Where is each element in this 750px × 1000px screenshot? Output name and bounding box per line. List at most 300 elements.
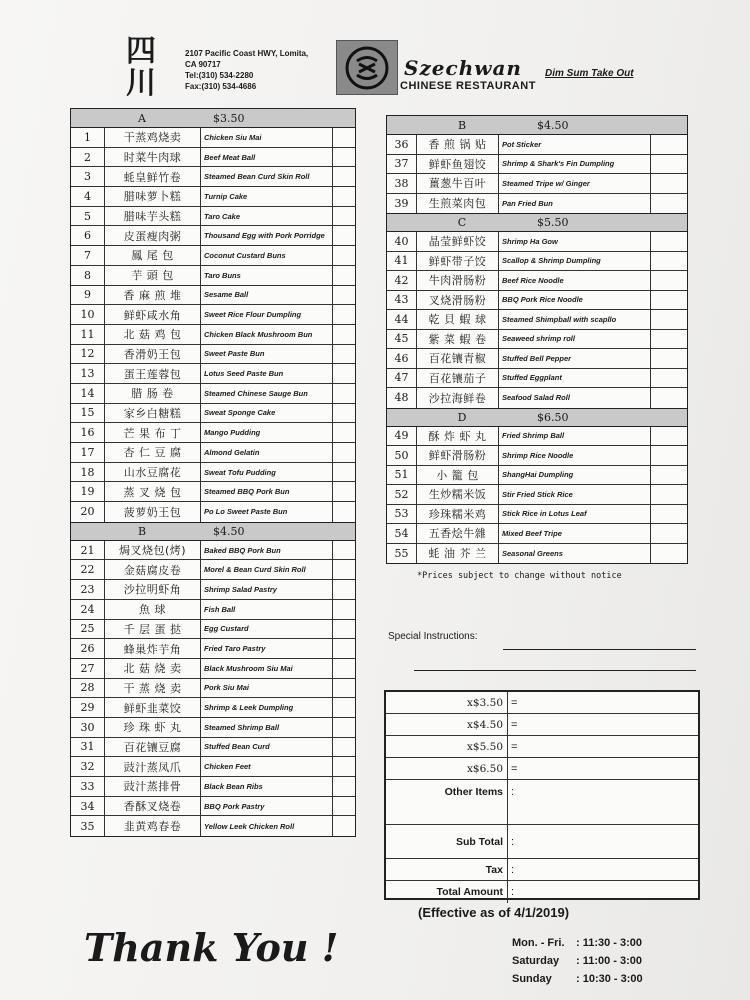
item-english-name: Scallop & Shrimp Dumpling: [499, 252, 651, 271]
item-number: 34: [71, 797, 105, 816]
section-letter: C: [457, 216, 467, 229]
totals-row: [386, 881, 698, 903]
item-number: 38: [387, 174, 417, 193]
menu-item-row: [387, 271, 687, 291]
item-chinese-name: 芒 果 布 丁: [105, 423, 201, 442]
item-english-name: Steamed Tripe w/ Ginger: [499, 174, 651, 193]
item-english-name: Fish Ball: [201, 600, 333, 619]
item-english-name: Black Bean Ribs: [201, 777, 333, 796]
szechwan-emblem-icon: [336, 40, 398, 95]
section-letter: B: [137, 524, 147, 538]
item-chinese-name: 珍 珠 虾 丸: [105, 718, 201, 737]
item-number: 54: [387, 524, 417, 543]
item-chinese-name: 百花镶茄子: [417, 369, 499, 388]
section-price: $5.50: [537, 216, 569, 229]
item-english-name: BBQ Pork Pastry: [201, 797, 333, 816]
totals-label: Tax: [386, 859, 508, 880]
hours-time: : 11:00 - 3:00: [576, 955, 643, 967]
item-chinese-name: 皮蛋瘦肉粥: [105, 226, 201, 245]
item-quantity-box[interactable]: [333, 718, 355, 737]
item-number: 11: [71, 325, 105, 344]
menu-item-row: [387, 388, 687, 408]
totals-row: [386, 825, 698, 859]
item-number: 51: [387, 466, 417, 485]
hours-day: Sunday: [512, 973, 552, 985]
item-number: 36: [387, 135, 417, 154]
item-quantity-box[interactable]: [651, 194, 687, 214]
hours-day: Mon. - Fri.: [512, 937, 565, 949]
item-quantity-box[interactable]: [333, 187, 355, 206]
item-english-name: Lotus Seed Paste Bun: [201, 364, 333, 383]
item-number: 4: [71, 187, 105, 206]
menu-item-row: [71, 580, 355, 600]
item-english-name: Sweat Sponge Cake: [201, 404, 333, 423]
item-chinese-name: 生炒糯米饭: [417, 485, 499, 504]
item-quantity-box[interactable]: [651, 252, 687, 271]
totals-row: [386, 780, 698, 825]
item-quantity-box[interactable]: [333, 816, 355, 836]
item-number: 20: [71, 502, 105, 522]
item-quantity-box[interactable]: [333, 679, 355, 698]
address-line: 2107 Pacific Coast HWY, Lomita,: [185, 49, 309, 58]
menu-item-row: [71, 482, 355, 502]
item-number: 55: [387, 544, 417, 564]
hours-time: : 10:30 - 3:00: [576, 973, 643, 985]
item-number: 28: [71, 679, 105, 698]
item-number: 15: [71, 404, 105, 423]
item-chinese-name: 晶莹鲜虾饺: [417, 232, 499, 251]
item-english-name: Pan Fried Bun: [499, 194, 651, 214]
menu-item-row: [387, 155, 687, 175]
item-number: 49: [387, 427, 417, 446]
item-chinese-name: 薑葱牛百叶: [417, 174, 499, 193]
item-chinese-name: 香 煎 锅 贴: [417, 135, 499, 154]
item-quantity-box[interactable]: [333, 502, 355, 522]
menu-item-row: [71, 718, 355, 738]
item-number: 42: [387, 271, 417, 290]
item-quantity-box[interactable]: [651, 524, 687, 543]
item-number: 1: [71, 128, 105, 147]
item-chinese-name: 山水豆腐花: [105, 463, 201, 482]
item-chinese-name: 蛋王莲蓉包: [105, 364, 201, 383]
item-quantity-box[interactable]: [333, 207, 355, 226]
item-english-name: Fried Shrimp Ball: [499, 427, 651, 446]
item-english-name: Beef Rice Noodle: [499, 271, 651, 290]
order-totals-box: [384, 690, 700, 900]
item-english-name: ShangHai Dumpling: [499, 466, 651, 485]
item-chinese-name: 腊味萝卜糕: [105, 187, 201, 206]
item-quantity-box[interactable]: [651, 466, 687, 485]
menu-table-left: [70, 108, 356, 837]
menu-item-row: [71, 679, 355, 699]
item-number: 26: [71, 639, 105, 658]
item-english-name: Turnip Cake: [201, 187, 333, 206]
item-quantity-box[interactable]: [333, 639, 355, 658]
item-chinese-name: 芋 頭 包: [105, 266, 201, 285]
section-price: $4.50: [537, 118, 569, 132]
phone-line: Tel:(310) 534-2280: [185, 71, 254, 80]
logo-chinese: 四川: [126, 34, 158, 101]
item-quantity-box[interactable]: [333, 482, 355, 501]
item-english-name: Shrimp Ha Gow: [499, 232, 651, 251]
totals-separator: =: [511, 762, 518, 775]
item-number: 39: [387, 194, 417, 214]
totals-label: x$3.50: [386, 692, 508, 713]
hours-day: Saturday: [512, 955, 560, 967]
item-english-name: Egg Custard: [201, 620, 333, 639]
menu-item-row: [71, 600, 355, 620]
item-quantity-box[interactable]: [333, 404, 355, 423]
item-chinese-name: 腊味芋头糕: [105, 207, 201, 226]
item-chinese-name: 五香烩牛雜: [417, 524, 499, 543]
item-quantity-box[interactable]: [333, 541, 355, 560]
item-quantity-box[interactable]: [333, 463, 355, 482]
brand: [400, 56, 536, 92]
fax-line: Fax:(310) 534-4686: [185, 82, 257, 91]
item-quantity-box[interactable]: [333, 345, 355, 364]
item-number: 5: [71, 207, 105, 226]
item-english-name: Pot Sticker: [499, 135, 651, 154]
menu-item-row: [387, 194, 687, 214]
item-number: 7: [71, 246, 105, 265]
menu-item-row: [71, 463, 355, 483]
totals-label: x$4.50: [386, 714, 508, 735]
item-number: 27: [71, 659, 105, 678]
menu-item-row: [71, 738, 355, 758]
item-chinese-name: 千 层 蛋 挞: [105, 620, 201, 639]
totals-separator: =: [511, 718, 518, 731]
menu-item-row: [71, 226, 355, 246]
item-english-name: Stuffed Bean Curd: [201, 738, 333, 757]
business-hours: [512, 934, 643, 988]
item-chinese-name: 沙拉海鲜卷: [417, 388, 499, 408]
item-number: 16: [71, 423, 105, 442]
section-header-b: [387, 116, 687, 135]
item-chinese-name: 鲜虾韭菜饺: [105, 698, 201, 717]
item-english-name: Black Mushroom Siu Mai: [201, 659, 333, 678]
item-quantity-box[interactable]: [333, 698, 355, 717]
totals-separator: :: [511, 835, 515, 848]
menu-item-row: [71, 502, 355, 522]
item-chinese-name: 豉汁蒸排骨: [105, 777, 201, 796]
item-chinese-name: 鲜虾鱼翅饺: [417, 155, 499, 174]
item-quantity-box[interactable]: [333, 128, 355, 147]
item-quantity-box[interactable]: [333, 167, 355, 186]
menu-item-row: [71, 128, 355, 148]
menu-item-row: [387, 505, 687, 525]
menu-item-row: [387, 427, 687, 447]
item-quantity-box[interactable]: [651, 427, 687, 446]
item-english-name: Stuffed Eggplant: [499, 369, 651, 388]
item-chinese-name: 香酥叉烧卷: [105, 797, 201, 816]
item-quantity-box[interactable]: [333, 580, 355, 599]
item-number: 43: [387, 291, 417, 310]
brand-name: Szechwan: [404, 56, 522, 80]
menu-item-row: [71, 167, 355, 187]
item-chinese-name: 干蒸鸡烧卖: [105, 128, 201, 147]
item-quantity-box[interactable]: [333, 286, 355, 305]
menu-table-right: [386, 115, 688, 564]
item-number: 3: [71, 167, 105, 186]
item-english-name: Stick Rice in Lotus Leaf: [499, 505, 651, 524]
item-english-name: Shrimp & Leek Dumpling: [201, 698, 333, 717]
item-english-name: BBQ Pork Rice Noodle: [499, 291, 651, 310]
item-number: 18: [71, 463, 105, 482]
item-number: 44: [387, 310, 417, 329]
item-chinese-name: 百花镶豆腐: [105, 738, 201, 757]
item-english-name: Morel & Bean Curd Skin Roll: [201, 560, 333, 579]
item-quantity-box[interactable]: [651, 232, 687, 251]
item-english-name: Seafood Salad Roll: [499, 388, 651, 408]
section-header-c: [387, 213, 687, 232]
item-english-name: Seaweed shrimp roll: [499, 330, 651, 349]
address-line: CA 90717: [185, 60, 221, 69]
item-chinese-name: 蒸 叉 烧 包: [105, 482, 201, 501]
item-english-name: Chicken Feet: [201, 757, 333, 776]
menu-item-row: [71, 246, 355, 266]
tagline: Dim Sum Take Out: [545, 68, 634, 79]
item-number: 8: [71, 266, 105, 285]
section-letter: A: [138, 111, 146, 125]
item-quantity-box[interactable]: [651, 135, 687, 154]
item-chinese-name: 香滑奶王包: [105, 345, 201, 364]
section-header-b: [71, 522, 355, 541]
item-english-name: Mixed Beef Tripe: [499, 524, 651, 543]
item-quantity-box[interactable]: [333, 620, 355, 639]
address-block: [185, 48, 345, 92]
item-english-name: Baked BBQ Pork Bun: [201, 541, 333, 560]
item-english-name: Yellow Leek Chicken Roll: [201, 816, 333, 836]
item-quantity-box[interactable]: [651, 330, 687, 349]
item-chinese-name: 蚝 油 芥 兰: [417, 544, 499, 564]
item-english-name: Shrimp & Shark's Fin Dumpling: [499, 155, 651, 174]
item-chinese-name: 时菜牛肉球: [105, 148, 201, 167]
item-quantity-box[interactable]: [333, 659, 355, 678]
item-number: 13: [71, 364, 105, 383]
totals-label: x$5.50: [386, 736, 508, 757]
totals-label: Other Items: [386, 780, 508, 824]
item-quantity-box[interactable]: [333, 148, 355, 167]
item-number: 25: [71, 620, 105, 639]
menu-item-row: [71, 404, 355, 424]
item-chinese-name: 香 麻 煎 堆: [105, 286, 201, 305]
item-quantity-box[interactable]: [651, 544, 687, 564]
item-quantity-box[interactable]: [651, 505, 687, 524]
menu-item-row: [71, 187, 355, 207]
item-chinese-name: 鳳 尾 包: [105, 246, 201, 265]
menu-item-row: [387, 369, 687, 389]
item-english-name: Steamed Bean Curd Skin Roll: [201, 167, 333, 186]
special-instructions-line[interactable]: [503, 649, 696, 650]
item-quantity-box[interactable]: [651, 446, 687, 465]
item-quantity-box[interactable]: [651, 155, 687, 174]
totals-row: [386, 758, 698, 780]
item-quantity-box[interactable]: [333, 305, 355, 324]
hours-row: [512, 970, 643, 988]
item-english-name: Stuffed Bell Pepper: [499, 349, 651, 368]
item-number: 21: [71, 541, 105, 560]
menu-item-row: [71, 659, 355, 679]
item-quantity-box[interactable]: [651, 485, 687, 504]
totals-separator: :: [511, 786, 515, 798]
item-english-name: Sesame Ball: [201, 286, 333, 305]
menu-item-row: [71, 207, 355, 227]
item-chinese-name: 豉汁蒸凤爪: [105, 757, 201, 776]
item-quantity-box[interactable]: [651, 291, 687, 310]
item-english-name: Sweet Paste Bun: [201, 345, 333, 364]
special-instructions-line[interactable]: [414, 670, 696, 671]
menu-item-row: [387, 544, 687, 564]
item-number: 35: [71, 816, 105, 836]
item-chinese-name: 百花镶青椒: [417, 349, 499, 368]
item-quantity-box[interactable]: [333, 600, 355, 619]
menu-item-row: [71, 364, 355, 384]
item-english-name: Po Lo Sweet Paste Bun: [201, 502, 333, 522]
item-chinese-name: 蚝皇鲜竹卷: [105, 167, 201, 186]
menu-item-row: [71, 698, 355, 718]
item-number: 22: [71, 560, 105, 579]
item-chinese-name: 北 菇 烧 卖: [105, 659, 201, 678]
item-quantity-box[interactable]: [333, 266, 355, 285]
totals-row: [386, 736, 698, 758]
item-quantity-box[interactable]: [333, 325, 355, 344]
item-english-name: Seasonal Greens: [499, 544, 651, 564]
item-chinese-name: 焗叉烧包(烤): [105, 541, 201, 560]
item-quantity-box[interactable]: [333, 364, 355, 383]
item-chinese-name: 鲜虾滑肠粉: [417, 446, 499, 465]
menu-item-row: [387, 466, 687, 486]
item-english-name: Sweat Tofu Pudding: [201, 463, 333, 482]
section-price: $4.50: [213, 524, 245, 538]
totals-label: Sub Total: [386, 825, 508, 858]
item-chinese-name: 紫 菜 蝦 卷: [417, 330, 499, 349]
item-quantity-box[interactable]: [333, 384, 355, 403]
menu-item-row: [71, 797, 355, 817]
item-chinese-name: 鲜虾带子饺: [417, 252, 499, 271]
item-quantity-box[interactable]: [651, 388, 687, 408]
item-quantity-box[interactable]: [651, 349, 687, 368]
menu-item-row: [71, 816, 355, 836]
item-english-name: Steamed BBQ Pork Bun: [201, 482, 333, 501]
item-chinese-name: 牛肉滑肠粉: [417, 271, 499, 290]
item-number: 33: [71, 777, 105, 796]
item-number: 10: [71, 305, 105, 324]
totals-separator: =: [511, 740, 518, 753]
menu-item-row: [387, 349, 687, 369]
item-english-name: Beef Meat Ball: [201, 148, 333, 167]
item-quantity-box[interactable]: [333, 738, 355, 757]
menu-item-row: [71, 345, 355, 365]
item-number: 41: [387, 252, 417, 271]
menu-item-row: [71, 639, 355, 659]
item-quantity-box[interactable]: [333, 443, 355, 462]
menu-item-row: [71, 325, 355, 345]
menu-item-row: [387, 174, 687, 194]
section-header-d: [387, 408, 687, 427]
item-quantity-box[interactable]: [333, 560, 355, 579]
price-note: *Prices subject to change without notice: [417, 571, 622, 581]
item-chinese-name: 沙拉明虾角: [105, 580, 201, 599]
menu-item-row: [387, 252, 687, 272]
item-chinese-name: 蜂巢炸芋角: [105, 639, 201, 658]
menu-item-row: [387, 291, 687, 311]
hours-time: : 11:30 - 3:00: [576, 937, 643, 949]
menu-item-row: [387, 446, 687, 466]
item-english-name: Chicken Black Mushroom Bun: [201, 325, 333, 344]
item-english-name: Sweet Rice Flour Dumpling: [201, 305, 333, 324]
item-quantity-box[interactable]: [651, 174, 687, 193]
special-instructions-label: Special Instructions:: [388, 631, 478, 642]
menu-item-row: [71, 148, 355, 168]
item-english-name: Steamed Shrimp Ball: [201, 718, 333, 737]
item-number: 6: [71, 226, 105, 245]
menu-item-row: [71, 757, 355, 777]
hours-row: [512, 934, 643, 952]
item-english-name: Mango Pudding: [201, 423, 333, 442]
item-number: 2: [71, 148, 105, 167]
item-quantity-box[interactable]: [333, 246, 355, 265]
item-quantity-box[interactable]: [333, 777, 355, 796]
menu-item-row: [71, 423, 355, 443]
effective-date: (Effective as of 4/1/2019): [418, 905, 570, 920]
item-quantity-box[interactable]: [333, 226, 355, 245]
item-chinese-name: 菠萝奶王包: [105, 502, 201, 522]
item-number: 31: [71, 738, 105, 757]
item-chinese-name: 鲜虾咸水角: [105, 305, 201, 324]
item-chinese-name: 珍珠糯米鸡: [417, 505, 499, 524]
item-quantity-box[interactable]: [651, 310, 687, 329]
item-chinese-name: 乾 貝 蝦 球: [417, 310, 499, 329]
item-english-name: Thousand Egg with Pork Porridge: [201, 226, 333, 245]
menu-item-row: [387, 310, 687, 330]
totals-row: [386, 714, 698, 736]
item-quantity-box[interactable]: [651, 271, 687, 290]
menu-item-row: [387, 135, 687, 155]
totals-label: Total Amount: [386, 881, 508, 903]
item-number: 48: [387, 388, 417, 408]
item-english-name: Steamed Shimpball with scapllo: [499, 310, 651, 329]
item-english-name: Stir Fried Stick Rice: [499, 485, 651, 504]
item-number: 40: [387, 232, 417, 251]
item-number: 50: [387, 446, 417, 465]
item-chinese-name: 家乡白糖糕: [105, 404, 201, 423]
item-english-name: Coconut Custard Buns: [201, 246, 333, 265]
item-number: 24: [71, 600, 105, 619]
item-quantity-box[interactable]: [333, 423, 355, 442]
item-number: 30: [71, 718, 105, 737]
item-quantity-box[interactable]: [333, 797, 355, 816]
item-quantity-box[interactable]: [333, 757, 355, 776]
section-header-a: [71, 109, 355, 128]
item-quantity-box[interactable]: [651, 369, 687, 388]
item-number: 52: [387, 485, 417, 504]
section-letter: B: [457, 118, 467, 132]
item-number: 53: [387, 505, 417, 524]
item-chinese-name: 韭黄鸡春卷: [105, 816, 201, 836]
totals-label: x$6.50: [386, 758, 508, 779]
brand-subtitle: CHINESE RESTAURANT: [400, 80, 536, 92]
item-number: 19: [71, 482, 105, 501]
menu-item-row: [387, 330, 687, 350]
item-chinese-name: 腊 肠 卷: [105, 384, 201, 403]
totals-row: [386, 859, 698, 881]
item-chinese-name: 小 籠 包: [417, 466, 499, 485]
item-number: 32: [71, 757, 105, 776]
item-chinese-name: 酥 炸 虾 丸: [417, 427, 499, 446]
menu-item-row: [71, 305, 355, 325]
item-chinese-name: 北 菇 鸡 包: [105, 325, 201, 344]
item-english-name: Chicken Siu Mai: [201, 128, 333, 147]
